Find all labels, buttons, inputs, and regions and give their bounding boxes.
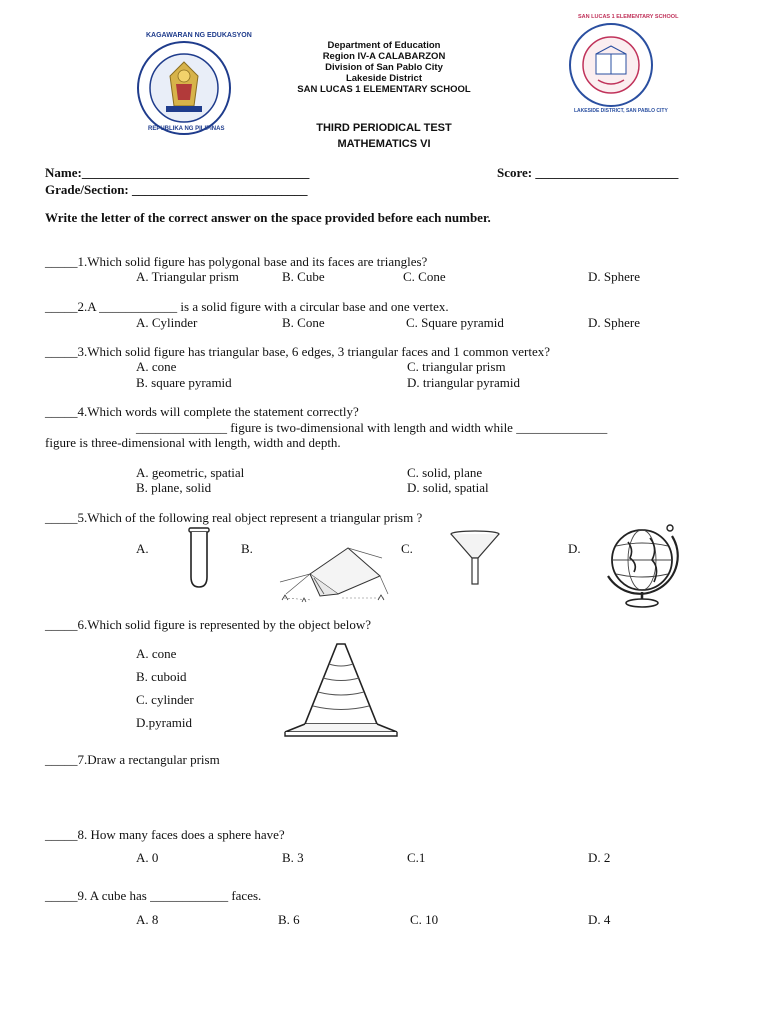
q6-option-d: D.pyramid (136, 715, 192, 730)
traffic-cone-image (281, 640, 401, 740)
q2-option-d: D. Sphere (588, 315, 640, 330)
q8-option-a: A. 0 (136, 850, 159, 865)
q1-option-a: A. Triangular prism (136, 269, 239, 284)
question-5: _____5.Which of the following real object represent a triangular prism ? (45, 510, 423, 525)
q2-option-b: B. Cone (282, 315, 325, 330)
grade-section-field[interactable]: Grade/Section: ___________________________ (45, 182, 308, 197)
q3-option-a: A. cone (136, 359, 177, 374)
q2-option-c: C. Square pyramid (406, 315, 504, 330)
q1-option-c: C. Cone (403, 269, 446, 284)
q8-option-b: B. 3 (282, 850, 304, 865)
q5-option-d: D. (568, 541, 581, 556)
question-2: _____2.A ____________ is a solid figure with a circular base and one vertex. (45, 299, 449, 314)
globe-image (600, 520, 684, 610)
q8-option-c: C.1 (407, 850, 426, 865)
question-6: _____6.Which solid figure is represented by the object below? (45, 617, 371, 632)
question-4: _____4.Which words will complete the statement correctly? (45, 404, 359, 419)
q4-option-d: D. solid, spatial (407, 480, 489, 495)
school-seal-logo (568, 22, 654, 108)
header-department: Department of Education (327, 40, 441, 51)
q6-option-c: C. cylinder (136, 692, 194, 707)
q4-option-c: C. solid, plane (407, 465, 483, 480)
question-4-line-3: figure is three-dimensional with length, width and depth. (45, 435, 341, 450)
q5-option-c: C. (401, 541, 413, 556)
header-region: Region IV-A CALABARZON (322, 51, 446, 62)
q4-option-a: A. geometric, spatial (136, 465, 245, 480)
q8-option-d: D. 2 (588, 850, 611, 865)
deped-seal-logo (136, 40, 232, 136)
question-3: _____3.Which solid figure has triangular base, 6 edges, 3 triangular faces and 1 common vertex? (45, 344, 551, 359)
q6-option-a: A. cone (136, 646, 177, 661)
q1-option-b: B. Cube (282, 269, 325, 284)
left-seal-text: KAGAWARAN NG EDUKASYON (146, 32, 252, 39)
q5-option-a: A. (136, 541, 149, 556)
question-8: _____8. How many faces does a sphere have? (45, 827, 285, 842)
name-field[interactable]: Name:___________________________________ (45, 165, 310, 180)
q1-option-d: D. Sphere (588, 269, 640, 284)
funnel-image (448, 530, 502, 586)
test-tube-image (186, 527, 212, 589)
question-4-line-2: ______________ figure is two-dimensional with length and width while ______________ (136, 420, 608, 435)
right-seal-text: SAN LUCAS 1 ELEMENTARY SCHOOL (578, 14, 679, 20)
header-school: SAN LUCAS 1 ELEMENTARY SCHOOL (297, 84, 471, 95)
q9-option-c: C. 10 (410, 912, 439, 927)
q2-option-a: A. Cylinder (136, 315, 198, 330)
header-division: Division of San Pablo City (325, 62, 443, 73)
instruction: Write the letter of the correct answer on the space provided before each number. (45, 210, 491, 225)
score-field[interactable]: Score: ______________________ (497, 165, 679, 180)
subject-title: MATHEMATICS VI (337, 138, 431, 150)
right-seal-bottom-text: LAKESIDE DISTRICT, SAN PABLO CITY (574, 108, 668, 114)
q3-option-d: D. triangular pyramid (407, 375, 520, 390)
q5-option-b: B. (241, 541, 253, 556)
q3-option-c: C. triangular prism (407, 359, 506, 374)
question-1: _____1.Which solid figure has polygonal base and its faces are triangles? (45, 254, 428, 269)
q3-option-b: B. square pyramid (136, 375, 232, 390)
question-7: _____7.Draw a rectangular prism (45, 752, 220, 767)
tent-image (272, 538, 392, 606)
test-title: THIRD PERIODICAL TEST (316, 122, 452, 134)
q4-option-b: B. plane, solid (136, 480, 212, 495)
q6-option-b: B. cuboid (136, 669, 187, 684)
q9-option-a: A. 8 (136, 912, 159, 927)
q9-option-b: B. 6 (278, 912, 300, 927)
q9-option-d: D. 4 (588, 912, 611, 927)
header-district: Lakeside District (345, 73, 423, 84)
left-seal-bottom-text: REPUBLIKA NG PILIPINAS (148, 126, 225, 132)
question-9: _____9. A cube has ____________ faces. (45, 888, 262, 903)
